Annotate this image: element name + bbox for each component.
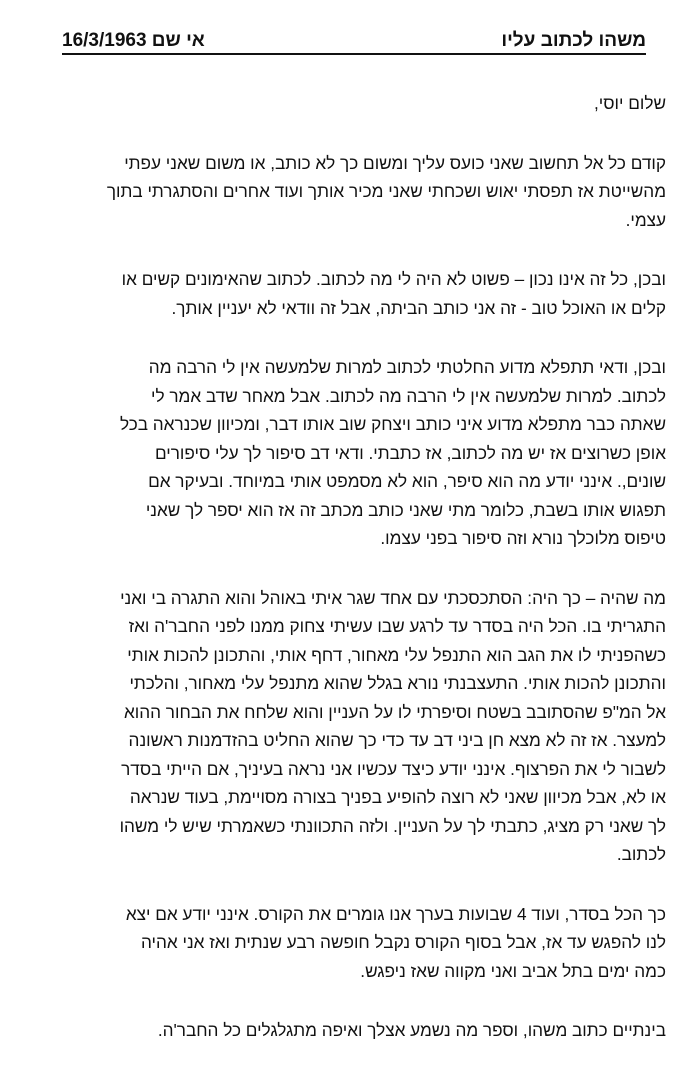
paragraph-line: ובכן, כל זה אינו נכון – פשוט לא היה לי מה לכתוב. לכתוב שהאימונים קשים או xyxy=(121,269,666,289)
paragraph-line: בינתיים כתוב משהו, וספר מה נשמע אצלך ואיפה מתגלגלים כל החבר'ה. xyxy=(157,1020,666,1040)
greeting: שלום יוסי, xyxy=(594,93,666,113)
paragraph-line: שאתה כבר מתפלא מדוע איני כותב ויצחק שוב אותו דבר, ומכיוון שכנראה בכל xyxy=(119,414,666,434)
paragraphs xyxy=(34,149,666,1045)
paragraph-line: כך הכל בסדר, ועוד 4 שבועות בערך אנו גומרים את הקורס. אינני יודע אם יצא xyxy=(125,903,666,924)
paragraph xyxy=(34,265,666,322)
paragraph-line: קלים או האוכל טוב - זה אני כותב הביתה, אבל זה וודאי לא יעניין אותך. xyxy=(171,297,666,318)
letter-date: אי שם 16/3/1963 xyxy=(62,30,205,51)
paragraph xyxy=(34,584,666,869)
paragraph-line: מה שהיה – כך היה: הסתכסכתי עם אחד שגר איתי באוהל והוא התגרה בי ואני xyxy=(120,587,666,608)
paragraph-line: שונים,. אינני יודע מה הוא סיפר, הוא לא מסמפט אותי במיוחד. ובעיקר אם xyxy=(148,471,666,491)
paragraph xyxy=(34,353,666,553)
letter-title: משהו לכתוב עליו xyxy=(501,30,646,51)
paragraph-line: לכתוב. למרות שלמעשה אין לי הרבה מה לכתוב. אבל מאחר שדב אמר לי xyxy=(151,385,666,406)
paragraph-line: אל המ"פ שהסתובב בשטח וסיפרתי לו על העניין והוא שלחח את הבחור ההוא xyxy=(123,701,666,722)
letter-body xyxy=(34,89,666,1045)
paragraph-line: עצמי. xyxy=(625,209,666,230)
paragraph-line: והתכונן להכות אותי. התעצבנתי נורא בגלל שהוא מתנפל עלי מאחור, והלכתי xyxy=(129,673,666,693)
paragraph-line: לכתוב. xyxy=(616,844,666,864)
paragraph-line: כמה ימים בתל אביב ואני מקווה שאז ניפגש. xyxy=(360,960,666,981)
paragraph xyxy=(34,1016,666,1045)
paragraph-line: טיפוס מלוכלך נורא וזה סיפור בפני עצמו. xyxy=(380,528,666,548)
paragraph-line: כשהפניתי לו את הגב הוא התנפל עלי מאחור, דחף אותי, והתכונן להכות אותי xyxy=(127,644,666,665)
paragraph-line: לשבור לי את הפרצוף. אינני יודע כיצד עכשיו אני נראה בעיניך, אם הייתי בסדר xyxy=(121,758,666,779)
paragraph-line: קודם כל אל תחשוב שאני כועס עליך ומשום כך לא כותב, או משום שאני עפתי xyxy=(124,152,666,173)
paragraph-line: אופן כשרוצים אז יש מה לכתוב, אז כתבתי. ודאי דב סיפור לך עלי סיפורים xyxy=(154,442,666,463)
paragraph-line: לך שאני רק מציג, כתבתי לך על העניין. ולזה התכוונתי כשאמרתי שיש לי משהו xyxy=(119,815,666,836)
paragraph xyxy=(34,900,666,986)
paragraph-line: או לא, אבל מכיוון שאני לא רוצה להופיע בפניך בצורה מסויימת, בעוד שנראה xyxy=(129,787,666,807)
paragraph-line: תפגוש אותו בשבת, כלומר מתי שאני כותב מכתב זה אז הוא יספר לך שאני xyxy=(145,499,666,520)
paragraph-line: לנו להפגש עד אז, אבל בסוף הקורס נקבל חופשה רבע שנתית ואז אני אהיה xyxy=(141,932,666,952)
paragraph-line: התגריתי בו. הכל היה בסדר עד לרגע שבו עשיתי צחוק ממנו לפני החבר'ה ואז xyxy=(128,616,666,636)
letter-header xyxy=(62,30,646,55)
paragraph xyxy=(34,149,666,235)
paragraph-line: למעצר. אז זה לא מצא חן ביני דב עד כדי כך שהוא החליט בהזדמנות ראשונה xyxy=(128,730,666,750)
paragraph-line: מהשייטת אז תפסתי יאוש ושכחתי שאני מכיר אותך ועוד אחרים והסתגרתי בתוך xyxy=(106,181,666,201)
paragraph-line: ובכן, ודאי תתפלא מדוע החלטתי לכתוב למרות שלמעשה אין לי הרבה מה xyxy=(148,357,666,377)
